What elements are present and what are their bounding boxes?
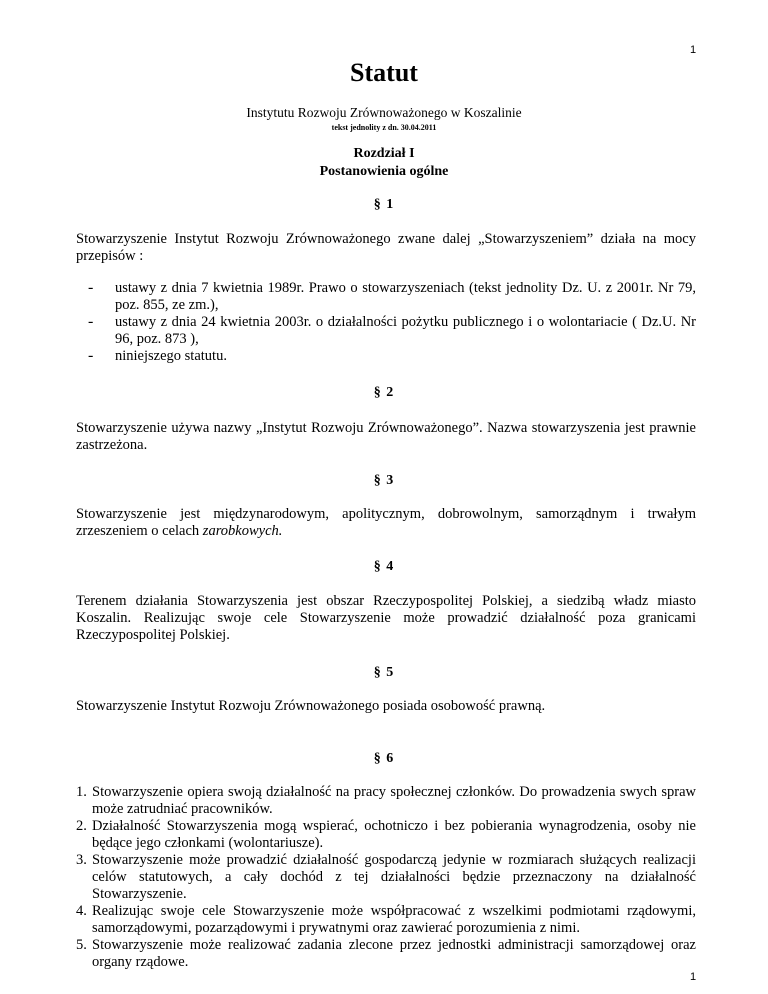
section-6-item-5: Stowarzyszenie może realizować zadania zlecone przez jednostki administracji samorządowej oraz organy rządowe. [92, 937, 696, 970]
section-1-heading: § 1 [373, 197, 395, 212]
page-number-top: 1 [690, 44, 697, 56]
section-1-item-3: niniejszego statutu. [115, 348, 227, 364]
list-number: 5. [76, 937, 87, 953]
section-4-heading: § 4 [373, 559, 395, 574]
chapter-label: Rozdział I [353, 146, 415, 161]
section-6-heading: § 6 [373, 751, 395, 766]
list-bullet: - [88, 347, 94, 364]
section-5-text: Stowarzyszenie Instytut Rozwoju Zrównoważonego posiada osobowość prawną. [76, 698, 546, 714]
section-6-item-2: Działalność Stowarzyszenia mogą wspierać, ochotniczo i bez pobierania wynagrodzenia, osoby nie będące jego członkami (wolontariusze). [92, 818, 696, 851]
chapter-name: Postanowienia ogólne [319, 164, 449, 179]
section-3-heading: § 3 [373, 473, 395, 488]
section-3-text: Stowarzyszenie jest międzynarodowym, apolitycznym, dobrowolnym, samorządnym i trwałym zrzeszeniem o celach zarobkowych. [76, 506, 696, 539]
list-number: 1. [76, 784, 87, 800]
document-subtitle: Instytutu Rozwoju Zrównoważonego w Koszalinie [246, 105, 522, 120]
section-5-heading: § 5 [373, 665, 395, 680]
list-number: 3. [76, 852, 87, 868]
page-number-bottom: 1 [690, 971, 697, 983]
section-6-item-4: Realizując swoje cele Stowarzyszenie może współpracować z wszelkimi podmiotami rządowymi, samorządowymi, pozarządowymi i prywatnymi oraz zawierać porozumienia z nimi. [92, 903, 696, 936]
section-6-item-3: Stowarzyszenie może prowadzić działalność gospodarczą jedynie w rozmiarach służących realizacji celów statutowych, a cały dochód z tej działalności będzie przeznaczony na działalność Stowarzyszenie. [92, 852, 696, 902]
list-bullet: - [88, 279, 94, 296]
list-number: 4. [76, 903, 87, 919]
section-4-text: Terenem działania Stowarzyszenia jest obszar Rzeczypospolitej Polskiej, a siedzibą władz miasto Koszalin. Realizując swoje cele Stowarzyszenie może prowadzić działalność poza granicami Rzeczypospolitej Polskiej. [76, 593, 696, 643]
section-1-intro: Stowarzyszenie Instytut Rozwoju Zrównoważonego zwane dalej „Stowarzyszeniem” działa na mocy przepisów : [76, 231, 696, 264]
list-number: 2. [76, 818, 87, 834]
section-1-item-2: ustawy z dnia 24 kwietnia 2003r. o działalności pożytku publicznego i o wolontariacie ( Dz.U. Nr 96, poz. 873 ), [115, 314, 696, 347]
section-3-italic: zarobkowych. [202, 523, 283, 539]
section-2-text: Stowarzyszenie używa nazwy „Instytut Rozwoju Zrównoważonego”. Nazwa stowarzyszenia jest prawnie zastrzeżona. [76, 420, 696, 453]
consolidated-text-note: tekst jednolity z dn. 30.04.2011 [331, 123, 437, 132]
section-6-item-1: Stowarzyszenie opiera swoją działalność na pracy społecznej członków. Do prowadzenia swych spraw może zatrudniać pracowników. [92, 784, 696, 817]
list-bullet: - [88, 313, 94, 330]
section-2-heading: § 2 [373, 385, 395, 400]
section-1-item-1: ustawy z dnia 7 kwietnia 1989r. Prawo o stowarzyszeniach (tekst jednolity Dz. U. z 2001r. Nr 79, poz. 855, ze zm.), [115, 280, 696, 313]
document-title: Statut [350, 58, 418, 87]
